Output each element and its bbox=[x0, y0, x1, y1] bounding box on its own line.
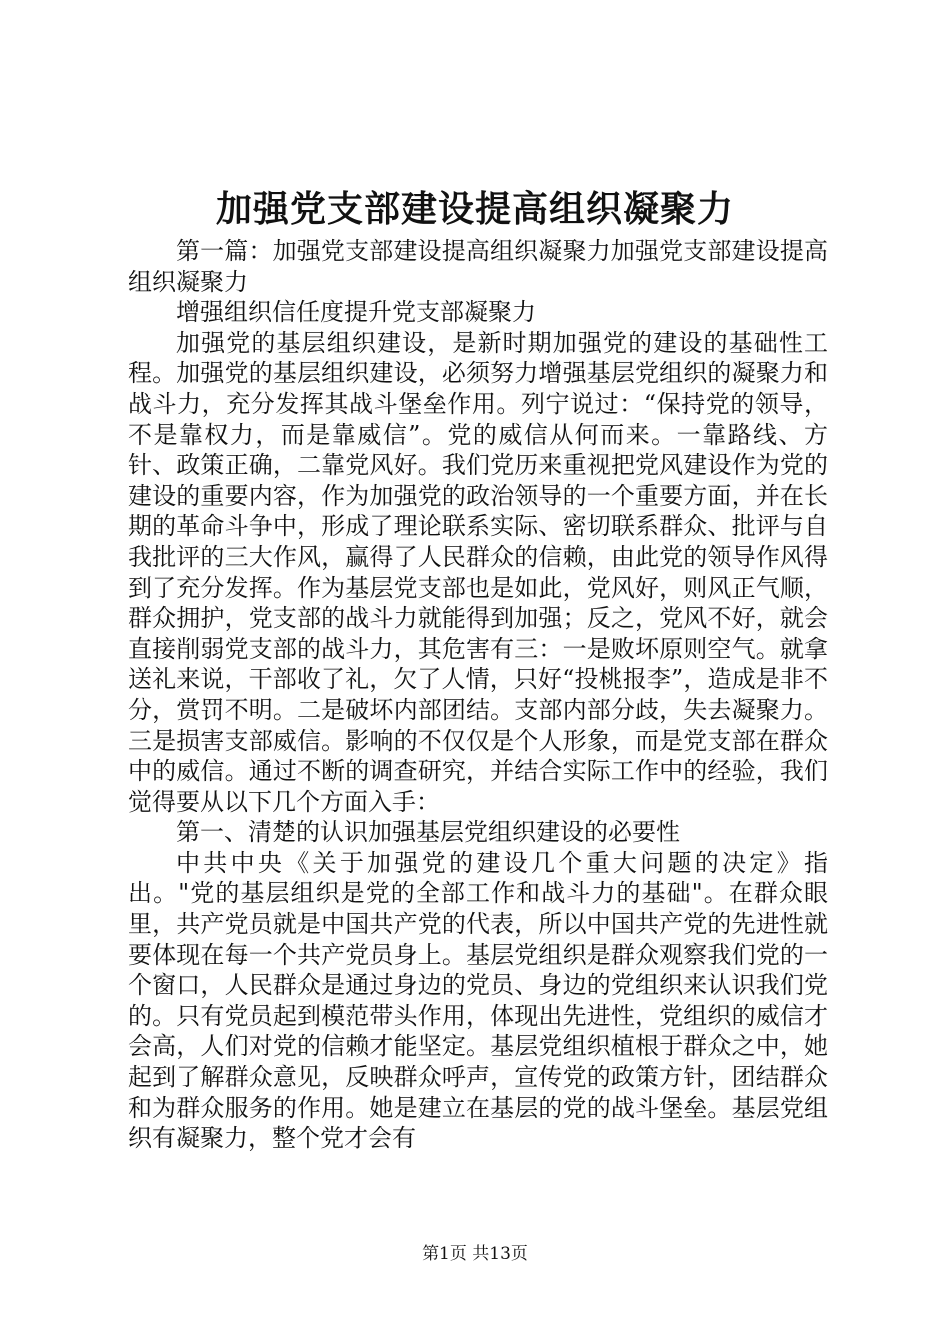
paragraph-heading-first-article: 第一篇：加强党支部建设提高组织凝聚力加强党支部建设提高组织凝聚力 bbox=[128, 237, 828, 296]
document-title: 加强党支部建设提高组织凝聚力 bbox=[215, 188, 734, 230]
paragraph-subheading: 增强组织信任度提升党支部凝聚力 bbox=[176, 298, 536, 327]
paragraph-body-section-1: 中共中央《关于加强党的建设几个重大问题的决定》指出。"党的基层组织是党的全部工作和战斗力的基础"。在群众眼里，共产党员就是中国共产党的代表，所以中国共产党的先进性就要体现在每一个共产党员身上。基层党组织是群众观察我们党的一个窗口，人民群众是通过身边的党员、身边的党组织来认识我们党的。只有党员起到模范带头作用，体现出先进性，党组织的威信才会高，人们对党的信赖才能坚定。基层党组织植根于群众之中，她起到了解群众意见，反映群众呼声，宣传党的政策方针，团结群众和为群众服务的作用。她是建立在基层的党的战斗堡垒。基层党组织有凝聚力，整个党才会有 bbox=[128, 848, 828, 1153]
document-body bbox=[128, 236, 828, 1154]
page-footer: 第1页 共13页 bbox=[422, 1244, 528, 1264]
paragraph-section-heading-1: 第一、清楚的认识加强基层党组织建设的必要性 bbox=[176, 818, 680, 847]
paragraph-body-intro: 加强党的基层组织建设，是新时期加强党的建设的基础性工程。加强党的基层组织建设，必须努力增强基层党组织的凝聚力和战斗力，充分发挥其战斗堡垒作用。列宁说过：“保持党的领导，不是靠权力，而是靠威信”。党的威信从何而来。一靠路线、方针、政策正确，二靠党风好。我们党历来重视把党风建设作为党的建设的重要内容，作为加强党的政治领导的一个重要方面，并在长期的革命斗争中，形成了理论联系实际、密切联系群众、批评与自我批评的三大作风，赢得了人民群众的信赖，由此党的领导作风得到了充分发挥。作为基层党支部也是如此，党风好，则风正气顺，群众拥护，党支部的战斗力就能得到加强；反之，党风不好，就会直接削弱党支部的战斗力，其危害有三：一是败坏原则空气。就拿送礼来说，干部收了礼，欠了人情，只好“投桃报李”，造成是非不分，赏罚不明。二是破坏内部团结。支部内部分歧，失去凝聚力。三是损害支部威信。影响的不仅仅是个人形象，而是党支部在群众中的威信。通过不断的调查研究，并结合实际工作中的经验，我们觉得要从以下几个方面入手： bbox=[128, 328, 828, 816]
